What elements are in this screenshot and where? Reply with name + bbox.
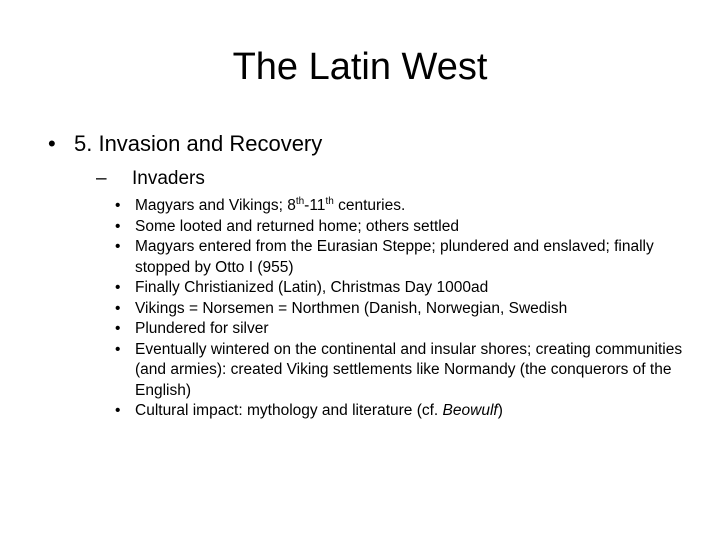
- superscript: th: [325, 196, 334, 207]
- level2-bullet-item: [96, 166, 205, 192]
- slide-title: The Latin West: [232, 46, 488, 88]
- list-item: [115, 401, 705, 422]
- superscript: th: [295, 196, 305, 207]
- bullet-marker: •: [48, 131, 56, 156]
- list-item: [115, 237, 705, 278]
- dash-marker: –: [96, 168, 107, 189]
- list-item: [115, 196, 705, 217]
- invaders-bullet-list: [115, 196, 705, 422]
- item-text: ): [497, 402, 503, 419]
- bullet-marker: •: [115, 279, 121, 296]
- list-item: [115, 278, 705, 299]
- bullet-marker: •: [115, 238, 121, 255]
- bullet-marker: •: [115, 402, 121, 419]
- bullet-marker: •: [115, 217, 121, 235]
- level1-bullet-item: [48, 130, 322, 158]
- level2-text: Invaders: [132, 168, 205, 189]
- item-text: Plundered for silver: [135, 320, 269, 337]
- list-item: [115, 299, 705, 320]
- list-item: [115, 217, 705, 238]
- item-text: Magyars entered from the Eurasian Steppe; plundered and enslaved; finally stopped by Otto I (955): [135, 238, 654, 276]
- bullet-marker: •: [115, 299, 121, 317]
- item-text: Some looted and returned home; others settled: [135, 217, 459, 235]
- item-text: centuries.: [333, 197, 406, 214]
- bullet-marker: •: [115, 197, 121, 214]
- item-text: -11: [304, 197, 326, 214]
- italic-title: Beowulf: [442, 402, 498, 419]
- bullet-marker: •: [115, 340, 121, 358]
- item-text: Eventually wintered on the continental and insular shores; creating communities (and armies): created Viking settlements like Normandy (the conquerors of the English): [135, 340, 683, 399]
- level1-text: 5. Invasion and Recovery: [74, 131, 323, 156]
- list-item: [115, 319, 705, 340]
- list-item: [115, 340, 705, 402]
- item-text: Finally Christianized (Latin), Christmas Day 1000ad: [135, 279, 489, 296]
- bullet-marker: •: [115, 320, 121, 337]
- item-text: Magyars and Vikings; 8: [135, 197, 296, 214]
- item-text: Vikings = Norsemen = Northmen (Danish, Norwegian, Swedish: [135, 299, 568, 317]
- item-text: Cultural impact: mythology and literature (cf.: [135, 402, 443, 419]
